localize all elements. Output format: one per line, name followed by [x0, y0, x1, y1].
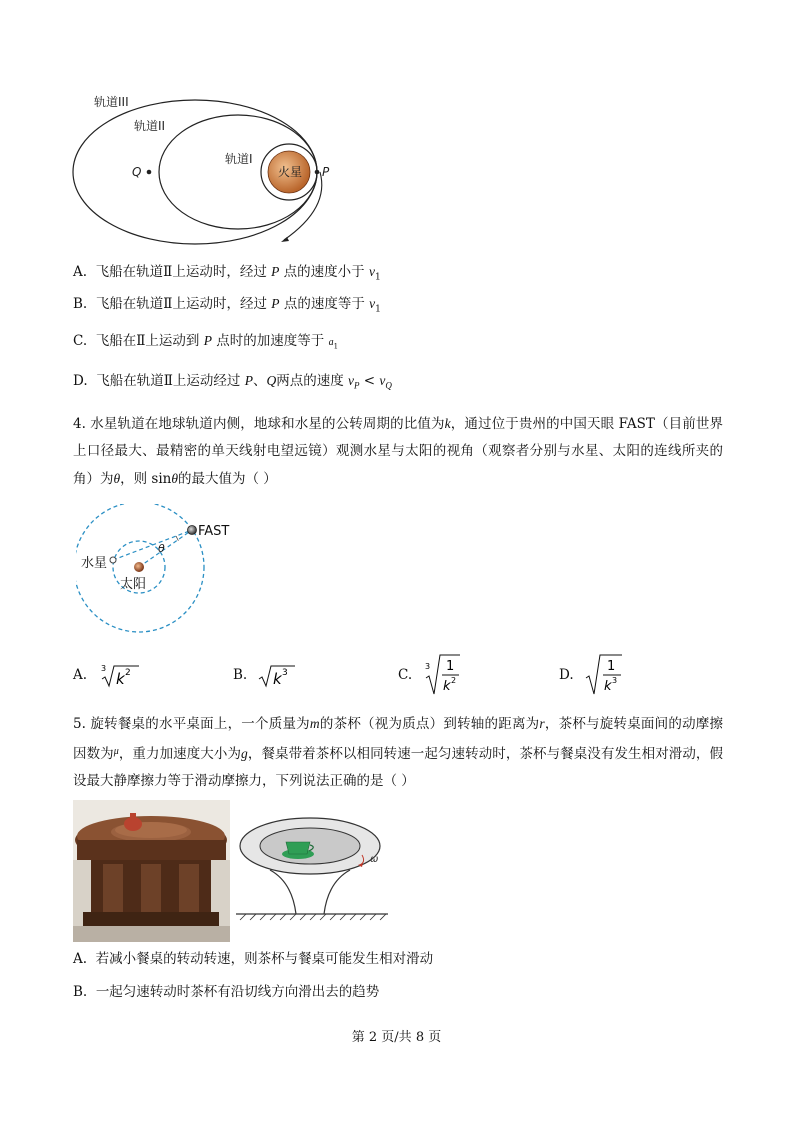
teacup [286, 842, 310, 854]
q4-option-a: A. 3 k 2 [73, 652, 141, 698]
rotating-table-photo [73, 800, 230, 942]
q4-option-d: D. 1 k 3 [559, 652, 624, 698]
label-mars: 火星 [278, 165, 303, 179]
orbit-figure [68, 90, 350, 250]
fast-figure [76, 504, 240, 636]
svg-text:1: 1 [446, 659, 455, 674]
q3-option-b: B. 飞船在轨道Ⅱ上运动时，经过 P 点的速度等于 $v_1$ [73, 296, 381, 315]
point-p [315, 170, 320, 175]
math-sqrt-k3 [257, 660, 297, 690]
turntable [260, 828, 360, 864]
svg-text:3: 3 [282, 668, 288, 678]
table-base [270, 870, 350, 914]
math-cbrt-inv-k2 [422, 652, 462, 698]
sun [134, 562, 144, 572]
label-orbit2: 轨道II [134, 119, 166, 133]
page-footer: 第 2 页/共 8 页 [351, 1030, 442, 1045]
theta-arc [176, 536, 178, 541]
fast-observer [188, 526, 197, 535]
svg-text:2: 2 [451, 676, 457, 685]
ground-hatch [240, 914, 386, 920]
mercury [110, 557, 116, 563]
q5-stem: 5. 旋转餐桌的水平桌面上，一个质量为m的茶杯（视为质点）到转轴的距离为r，茶杯与旋转桌面间的动摩擦因数为$^\mu$，重力加速度大小为g，餐桌带着茶杯以相同转速一起匀速转动时，茶杯与餐桌没有发生相对滑动，假设最大静摩擦力等于滑动摩擦力，下列说法正确的是（ ） [73, 716, 724, 789]
svg-text:k: k [273, 670, 282, 688]
svg-text:3: 3 [425, 662, 431, 671]
teapot [124, 817, 142, 831]
q4-option-b: B. k 3 [233, 652, 297, 698]
label-fast: FAST [198, 524, 230, 539]
q3-option-a: A. 飞船在轨道Ⅱ上运动时，经过 P 点的速度小于 $v_1$ [73, 264, 381, 283]
label-theta: θ [158, 542, 165, 555]
svg-text:k: k [116, 670, 125, 688]
label-omega: ω [370, 854, 379, 865]
label-q: Q [132, 165, 142, 179]
svg-text:3: 3 [101, 664, 107, 673]
svg-text:2: 2 [125, 668, 131, 678]
svg-text:k: k [603, 679, 612, 694]
math-sqrt-inv-k3 [584, 652, 624, 698]
label-orbit3: 轨道III [94, 95, 129, 109]
q5-option-a: A. 若减小餐桌的转动转速，则茶杯与餐桌可能发生相对滑动 [73, 951, 434, 967]
point-q [147, 170, 152, 175]
q3-option-d: D. 飞船在轨道Ⅱ上运动经过 P、Q两点的速度 $v_P < v_Q$ [73, 373, 392, 391]
label-sun: 太阳 [120, 577, 147, 592]
q5-option-b: B. 一起匀速转动时茶杯有沿切线方向滑出去的趋势 [73, 984, 380, 1000]
svg-text:1: 1 [606, 659, 615, 674]
label-mercury: 水星 [81, 556, 108, 571]
rotating-table-diagram [232, 810, 392, 924]
math-cbrt-k2 [97, 660, 141, 690]
q4-option-c: C. 3 1 k 2 [398, 652, 462, 698]
sightline-sun [139, 530, 192, 567]
q3-option-c: C. 飞船在Ⅱ上运动到 P 点时的加速度等于 $a_1$ [73, 333, 339, 351]
svg-text:k: k [443, 679, 451, 694]
q4-stem: 4. 水星轨道在地球轨道内侧，地球和水星的公转周期的比值为k，通过位于贵州的中国天眼 FAST（目前世界上口径最大、最精密的单天线射电望远镜）观测水星与太阳的视角（观察者分别与水星、太阳的连线所夹的角）为θ，则 sinθ的最大值为（ ） [73, 416, 723, 487]
label-orbit1: 轨道I [225, 152, 253, 166]
q4-options [73, 652, 723, 698]
label-p: P [322, 165, 330, 179]
svg-text:3: 3 [611, 676, 617, 685]
